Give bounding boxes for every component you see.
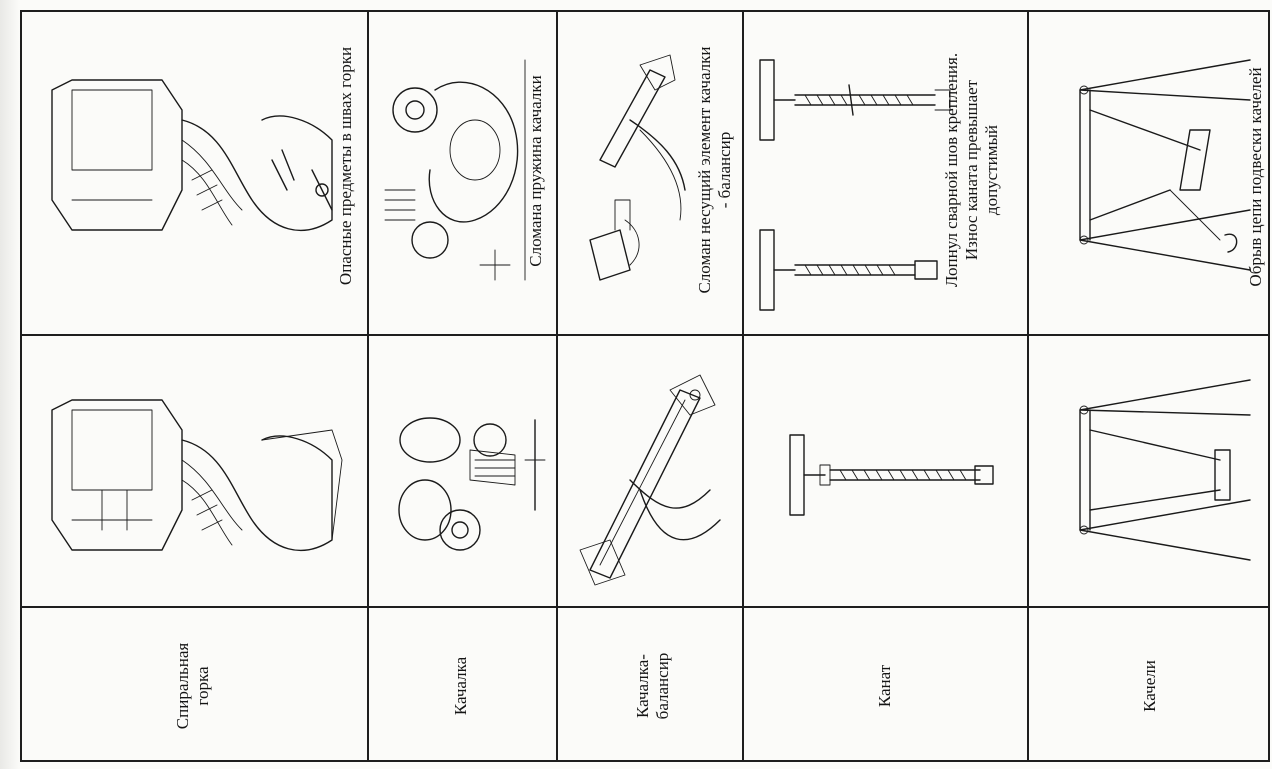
name-line: балансир (653, 652, 672, 720)
spiral-slide-defect-icon (32, 40, 352, 280)
name-line: Качалка (451, 656, 470, 716)
name-line: горка (193, 666, 212, 706)
scan-shadow (0, 0, 20, 769)
defect-line: Сломана пружина качалки (526, 75, 545, 267)
equipment-name (875, 626, 897, 746)
table-border-left (20, 10, 22, 762)
broken-spring-rocker-icon (375, 50, 535, 280)
seesaw-icon (570, 370, 730, 590)
defect-description (1246, 17, 1268, 337)
table-line-h1 (20, 334, 1270, 336)
defect-description (695, 10, 739, 330)
defect-line: Лопнул сварной шов крепления. (942, 52, 961, 288)
defect-description (336, 6, 358, 326)
defect-line: - балансир (715, 131, 734, 209)
equipment-name (1140, 626, 1162, 746)
name-line: Качалка- (633, 654, 652, 718)
broken-seesaw-icon (570, 50, 710, 290)
spiral-slide-icon (32, 370, 352, 590)
swing-icon (1060, 370, 1260, 590)
table-border-top (20, 10, 1270, 12)
table-border-right (1268, 10, 1270, 762)
equipment-name (173, 606, 217, 766)
equipment-name (451, 626, 473, 746)
defect-line: допустимый (982, 124, 1001, 216)
table-line-v1 (367, 10, 369, 762)
worn-rope-icon (755, 50, 955, 330)
defect-line: Опасные предметы в швах горки (336, 46, 355, 286)
name-line: Канат (875, 664, 894, 708)
defect-line: Износ каната превышает (962, 79, 981, 261)
name-line: Спиральная (173, 642, 192, 730)
rope-icon (780, 420, 1000, 530)
broken-swing-chain-icon (1060, 40, 1260, 280)
defect-line: Обрыв цепи подвески качелей (1246, 67, 1265, 287)
defect-description (942, 0, 1008, 340)
spring-rocker-icon (375, 380, 545, 570)
defect-description (526, 21, 548, 321)
equipment-name (633, 626, 677, 746)
table-line-v4 (1027, 10, 1029, 762)
table-line-v3 (742, 10, 744, 762)
defect-line: Сломан несущий элемент качалки (695, 46, 714, 294)
name-line: Качели (1140, 660, 1159, 712)
table-line-v2 (556, 10, 558, 762)
